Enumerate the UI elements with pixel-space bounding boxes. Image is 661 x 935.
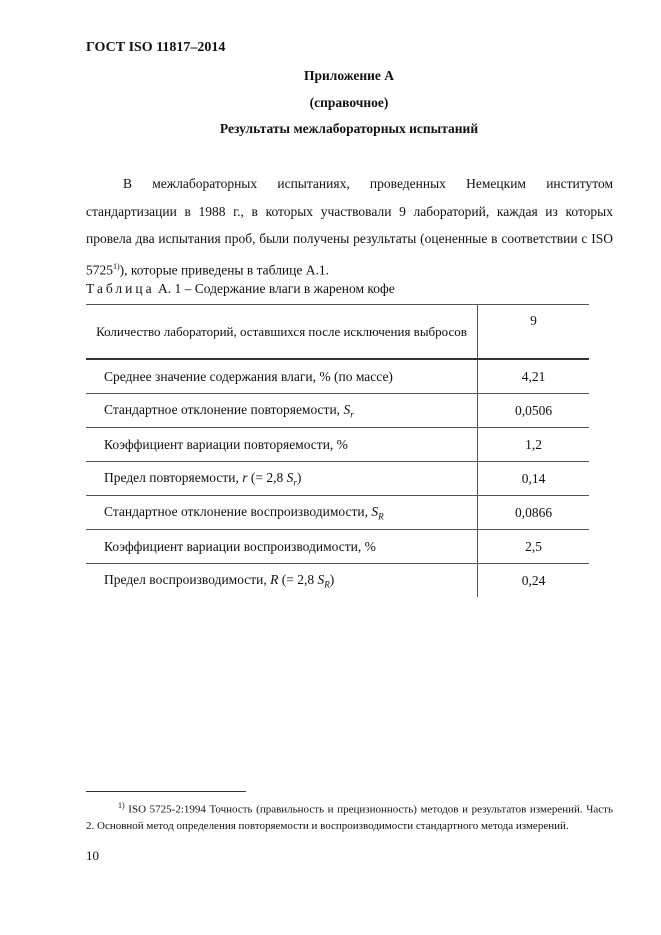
footnote-divider	[86, 791, 246, 792]
header-value: 9	[478, 305, 590, 360]
symbol-subscript: R	[378, 511, 384, 522]
symbol: S	[371, 503, 379, 519]
row-value: 2,5	[478, 530, 590, 564]
table-row	[86, 462, 589, 496]
row-label: Среднее значение содержания влаги, % (по массе)	[86, 359, 478, 394]
table-caption-text: А. 1 – Содержание влаги в жареном кофе	[154, 281, 395, 296]
table-caption	[86, 281, 395, 297]
symbol: S	[317, 571, 325, 587]
symbol: S	[343, 401, 351, 417]
page-number: 10	[86, 848, 99, 863]
document-header: ГОСТ ISO 11817–2014	[86, 40, 226, 55]
row-value: 1,2	[478, 428, 590, 462]
table-row	[86, 394, 589, 428]
row-value: 0,0506	[478, 394, 590, 428]
table-row	[86, 496, 589, 530]
symbol-subscript: R	[324, 579, 330, 590]
row-label: Предел воспроизводимости, R (= 2,8 $S_R$)	[104, 571, 335, 590]
appendix-subtitle: (справочное)	[309, 95, 389, 110]
appendix-title: Приложение А	[303, 68, 395, 83]
row-value: 4,21	[478, 359, 590, 394]
table-row	[86, 530, 589, 564]
symbol-subscript: r	[293, 477, 297, 488]
footnote-mark: 1)	[118, 801, 125, 810]
paragraph-text-2: ), которые приведены в таблице А.1.	[119, 262, 330, 277]
variable: R	[270, 571, 279, 587]
row-label: Коэффициент вариации воспроизводимости, %	[86, 530, 478, 564]
variable: r	[242, 469, 248, 485]
table-header-row	[86, 305, 589, 360]
row-value: 0,14	[478, 462, 590, 496]
table-row	[86, 564, 589, 598]
header-label: Количество лабораторий, оставшихся после исключения выбросов	[86, 305, 478, 360]
row-label: Коэффициент вариации повторяемости, %	[86, 428, 478, 462]
row-value: 0,24	[478, 564, 590, 598]
footnote-text: ISO 5725-2:1994 Точность (правильность и прецизионность) методов и результатов измерений. Часть 2. Основной метод определения повторяемости и воспроизводимости стандартного метода измерений.	[86, 803, 613, 832]
row-label: Предел повторяемости, r (= 2,8 $S_r$)	[86, 462, 478, 496]
symbol: S	[286, 469, 294, 485]
symbol-subscript: r	[350, 409, 354, 420]
footnote	[86, 798, 613, 834]
table-row	[86, 428, 589, 462]
paragraph-text-1: В межлабораторных испытаниях, проведенных Немецким институтом стандартизации в 1988 г., в которых участвовали 9 лабораторий, каждая из которых провела два испытания проб, были получены результаты (оцененные в соответствии с ISO 5725	[86, 176, 613, 277]
results-table	[86, 304, 589, 597]
body-paragraph	[86, 170, 613, 284]
appendix-heading: Результаты межлабораторных испытаний	[219, 121, 479, 136]
row-label: Стандартное отклонение воспроизводимости, $S_R$	[86, 496, 478, 530]
table-row	[86, 359, 589, 394]
table-caption-prefix: Таблица	[86, 281, 155, 296]
footnote-reference[interactable]: 1)	[113, 261, 120, 271]
row-label: Стандартное отклонение повторяемости, $S_r$	[86, 394, 478, 428]
row-value: 0,0866	[478, 496, 590, 530]
